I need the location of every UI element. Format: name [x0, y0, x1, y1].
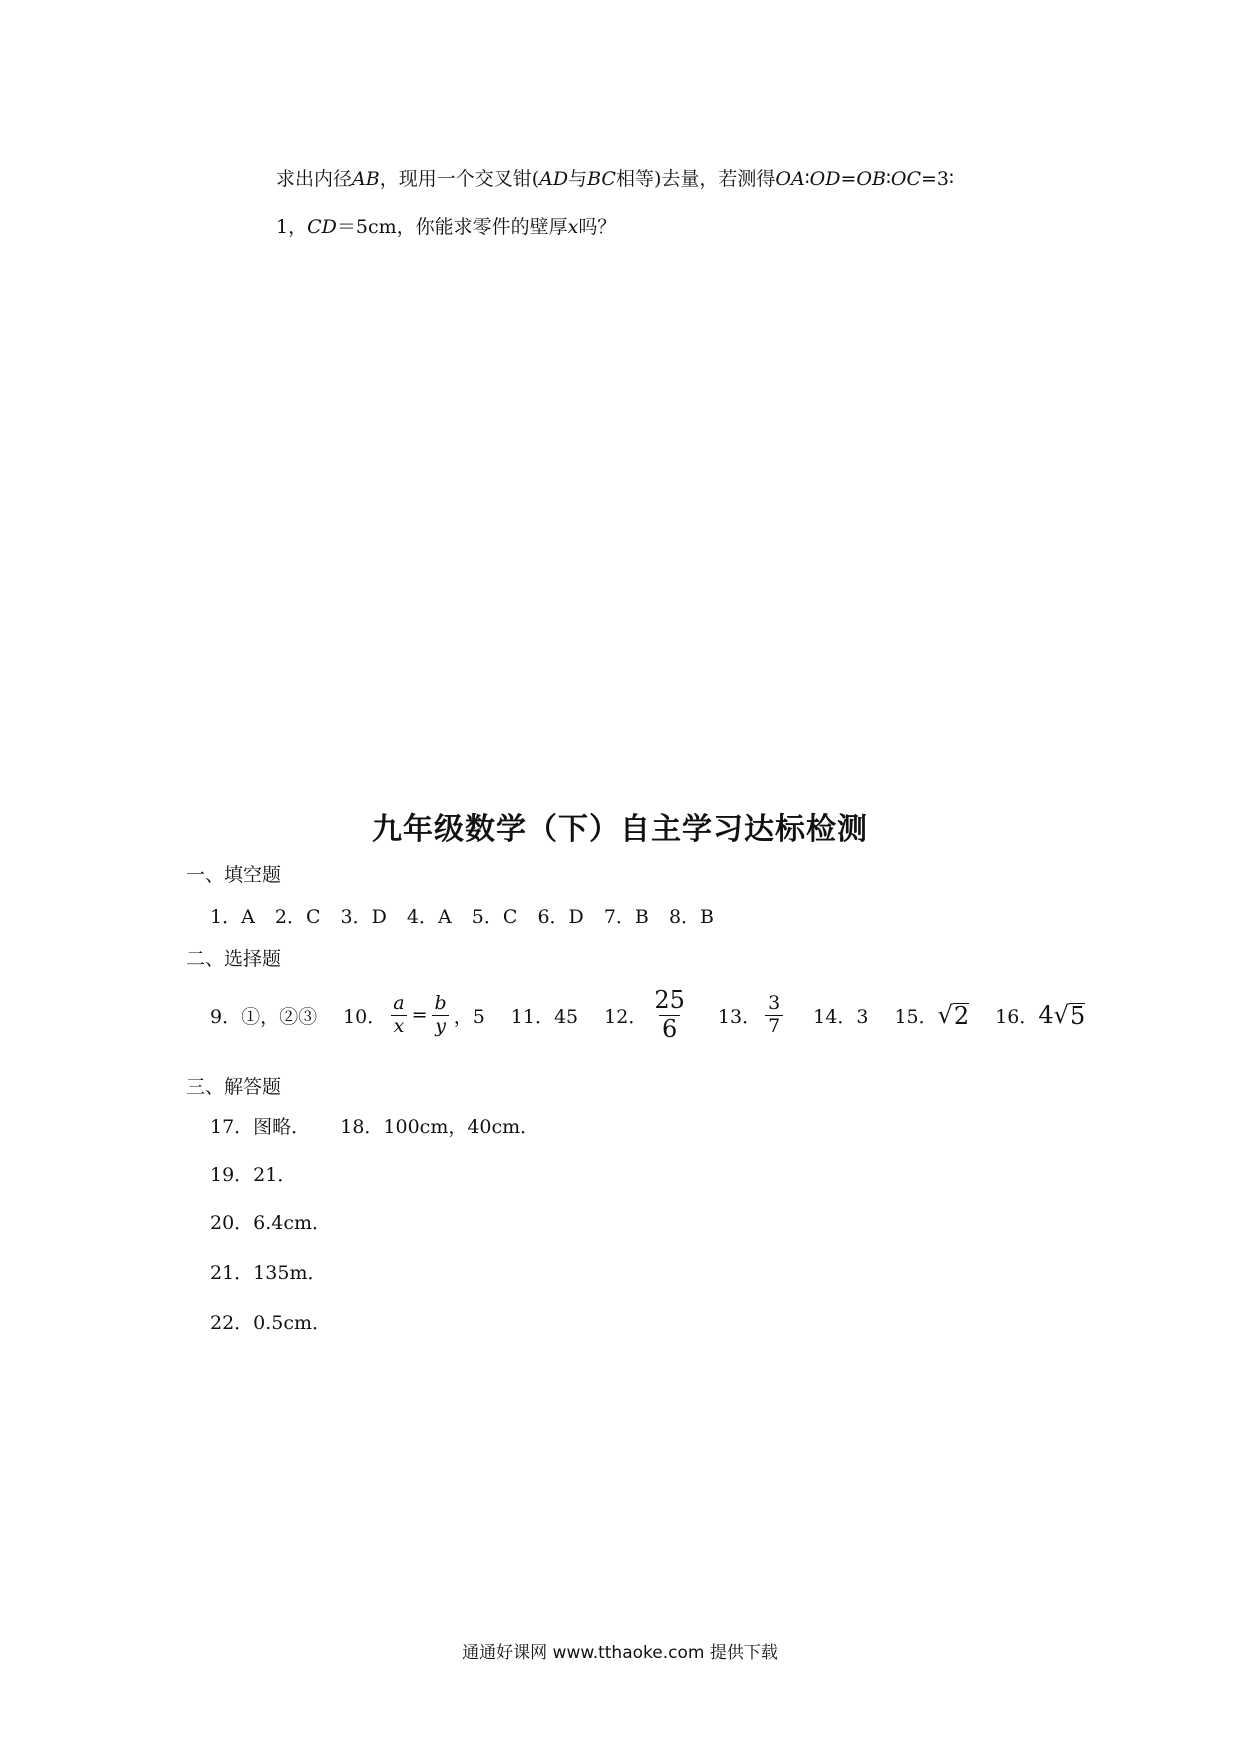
denominator: 7	[765, 1015, 783, 1038]
denominator: 6	[659, 1015, 680, 1044]
answer-22: 22．0.5cm．	[210, 1312, 332, 1334]
answer-item: 8．B	[668, 906, 715, 928]
ratio-colon: ∶	[804, 168, 810, 190]
problem-line-1	[276, 164, 954, 191]
answer-17-18	[210, 1112, 553, 1139]
section-choice: 二、选择题	[186, 948, 282, 970]
answer-10	[343, 993, 485, 1038]
var-od: OD	[809, 168, 841, 190]
answer-label: 13．	[717, 1005, 762, 1028]
text: 与	[568, 168, 588, 190]
fraction-25-6	[651, 987, 688, 1043]
radical-sign: √	[1053, 1001, 1069, 1029]
text: =3∶	[921, 168, 954, 190]
answer-14: 14．3	[813, 1005, 869, 1028]
answer-13	[718, 993, 787, 1038]
numerator: 25	[654, 985, 685, 1014]
text: 求出内径	[276, 168, 353, 190]
var-ab: AB	[352, 168, 380, 190]
section-solutions: 三、解答题	[186, 1076, 282, 1098]
answers-fill-in	[210, 902, 728, 929]
answer-20: 20．6.4cm．	[210, 1212, 332, 1234]
answers-choice	[210, 980, 1111, 1050]
answer-item: 5．C	[471, 906, 518, 928]
fraction-3-7	[765, 993, 783, 1038]
answer-17: 17．图略．	[210, 1116, 311, 1138]
answer-item: 7．B	[603, 906, 649, 928]
answer-9: 9．①，②③	[210, 1005, 318, 1028]
numerator: 3	[768, 991, 781, 1014]
answer-label: 16．	[995, 1005, 1039, 1028]
equals: =	[411, 1004, 428, 1026]
var-ob: OB	[856, 168, 886, 190]
answer-16	[995, 1001, 1085, 1029]
text: ＝5cm，你能求零件的壁厚	[336, 216, 568, 238]
four-sqrt-5	[1038, 1001, 1085, 1029]
answer-text: ，5	[453, 1005, 485, 1028]
answer-item: 2．C	[274, 906, 321, 928]
answer-11: 11．45	[510, 1005, 579, 1028]
answer-label: 15．	[894, 1005, 938, 1028]
answer-item: 6．D	[537, 906, 584, 928]
answer-21: 21．135m．	[210, 1262, 327, 1284]
var-x: x	[567, 216, 579, 238]
var-bc: BC	[587, 168, 616, 190]
answer-19: 19．21．	[210, 1164, 297, 1186]
answer-18: 18．100cm，40cm．	[340, 1116, 540, 1138]
answer-15	[894, 1001, 969, 1029]
radicand: 2	[953, 1001, 970, 1030]
text: 吗？	[578, 216, 617, 238]
answer-item: 3．D	[340, 906, 387, 928]
footer-source: 通通好课网 www.tthaoke.com 提供下载	[462, 1643, 778, 1663]
equals: =	[840, 168, 857, 190]
text: ，现用一个交叉钳(	[379, 168, 540, 190]
var-ad: AD	[539, 168, 569, 190]
var-oa: OA	[775, 168, 805, 190]
radicand: 5	[1069, 1001, 1086, 1030]
answer-item: 4．A	[406, 906, 452, 928]
problem-line-2	[276, 212, 616, 239]
answer-label: 10．	[343, 1005, 387, 1028]
text: 相等)去量，若测得	[615, 168, 776, 190]
denominator: x	[391, 1015, 408, 1038]
radical-sign: √	[937, 1001, 953, 1029]
fraction-b-y	[432, 993, 450, 1038]
denominator: y	[432, 1015, 449, 1038]
answer-item: 1．A	[210, 906, 255, 928]
var-cd: CD	[307, 216, 337, 238]
numerator: b	[434, 991, 447, 1014]
answer-label: 12．	[604, 1005, 648, 1028]
section-fill-in: 一、填空题	[186, 864, 282, 886]
var-oc: OC	[890, 168, 922, 190]
page-title: 九年级数学（下）自主学习达标检测	[372, 812, 868, 847]
numerator: a	[393, 991, 405, 1014]
fraction-a-x	[390, 993, 407, 1038]
text: 1，	[276, 216, 308, 238]
coefficient: 4	[1038, 1001, 1054, 1029]
answer-12	[604, 987, 692, 1043]
ratio-colon: ∶	[885, 168, 891, 190]
sqrt-2	[938, 1001, 970, 1029]
